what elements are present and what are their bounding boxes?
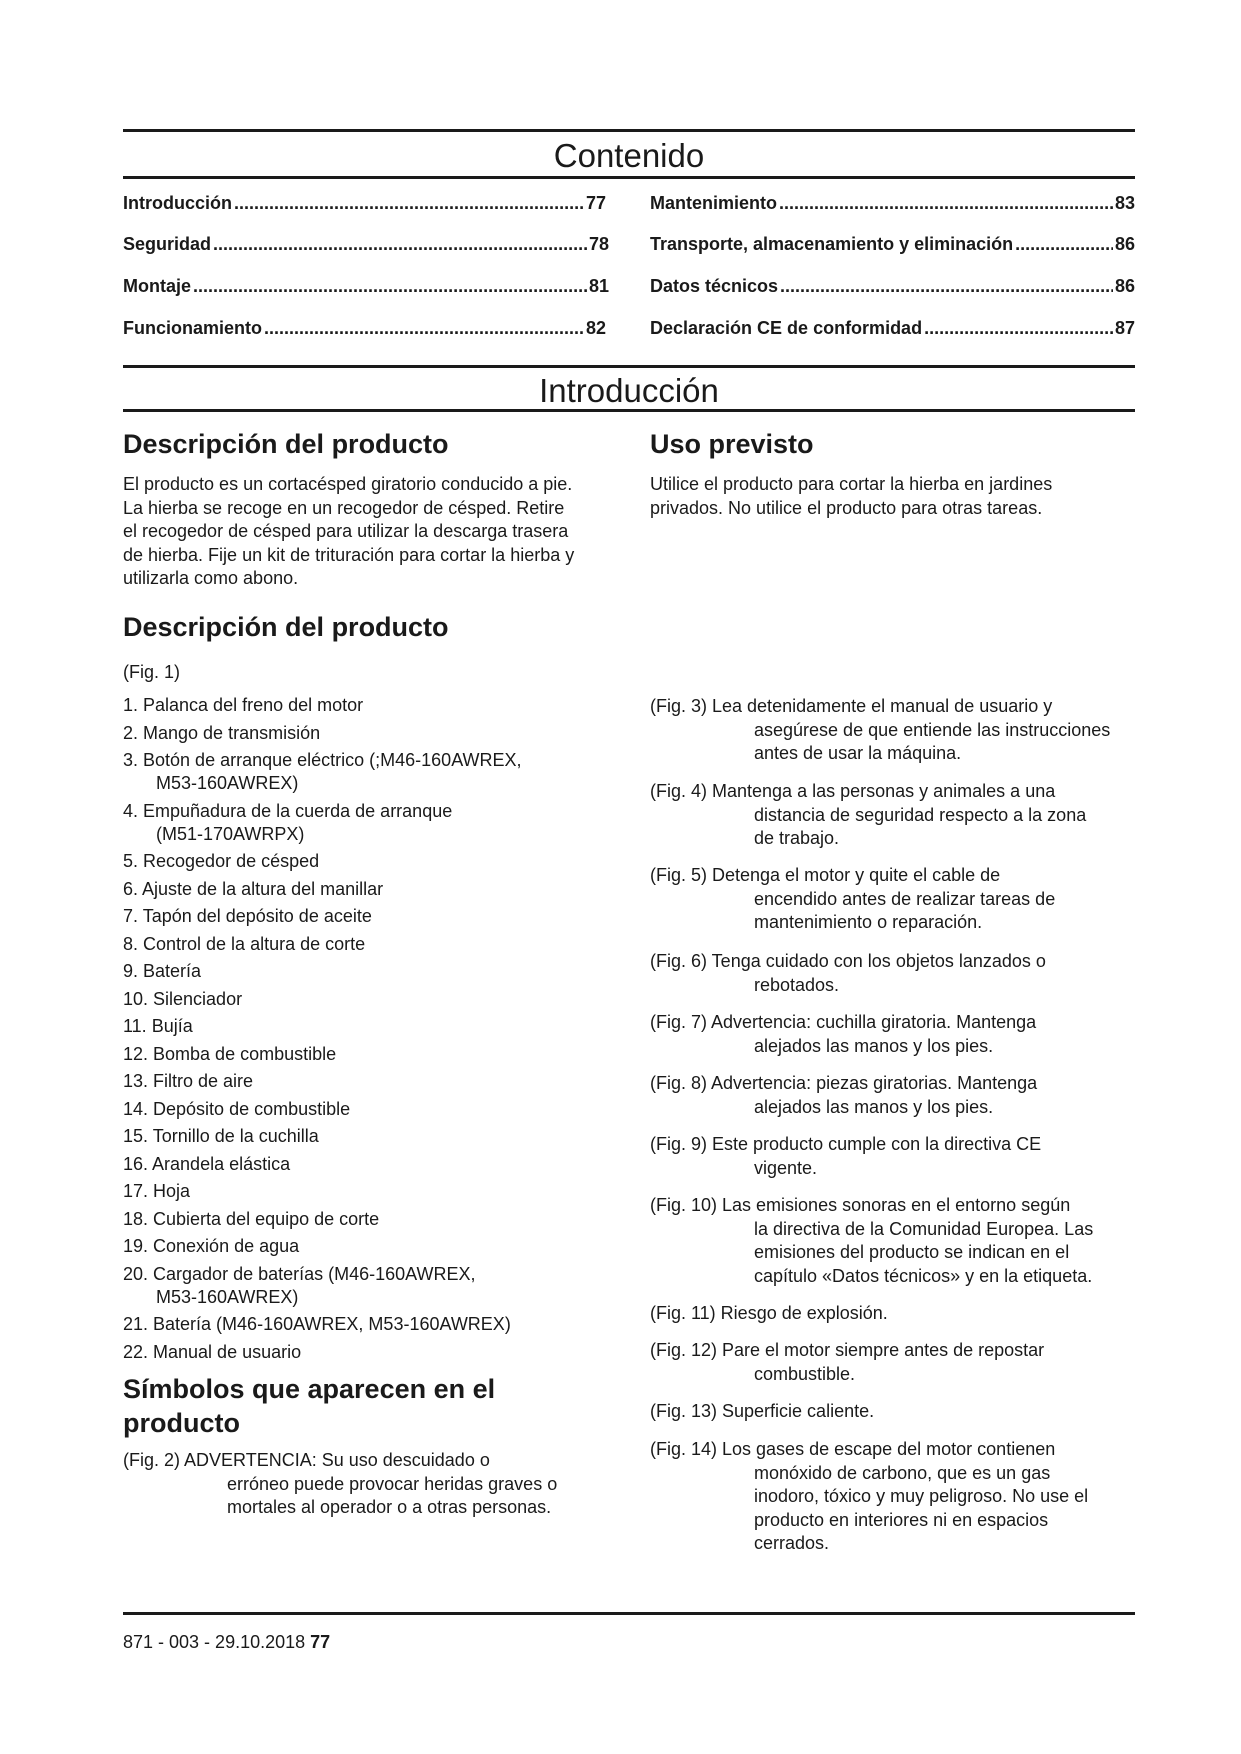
toc-title-rule	[123, 176, 1135, 179]
intro-title-rule	[123, 409, 1135, 412]
fig-item: (Fig. 3) Lea detenidamente el manual de usuario y asegúrese de que entiende las instrucciones antes de usar la máquina.	[650, 696, 1111, 763]
toc-entry[interactable]	[650, 318, 1135, 339]
fig1-label: (Fig. 1)	[123, 662, 181, 682]
toc-entry[interactable]	[123, 193, 606, 214]
list-item: 4. Empuñadura de la cuerda de arranque (M51-170AWRPX)	[123, 800, 453, 844]
list-item: 8. Control de la altura de corte	[123, 933, 366, 954]
list-item: 10. Silenciador	[123, 988, 243, 1009]
list-item: 7. Tapón del depósito de aceite	[123, 906, 372, 926]
list-item: 2. Mango de transmisión	[123, 722, 321, 743]
list-item: 14. Depósito de combustible	[123, 1098, 351, 1119]
fig-item: (Fig. 4) Mantenga a las personas y animales a una distancia de seguridad respecto a la zona de trabajo.	[650, 781, 1087, 848]
use-paragraph	[650, 473, 1135, 520]
fig-item: (Fig. 12) Pare el motor siempre antes de repostar combustible.	[650, 1340, 1045, 1384]
list-item: 5. Recogedor de césped	[123, 851, 320, 871]
toc-entry-page: 86	[1114, 234, 1135, 254]
toc-title: Contenido	[553, 137, 705, 174]
parts-list	[123, 694, 623, 1368]
desc-line: el recogedor de césped para utilizar la descarga trasera	[123, 521, 569, 541]
use-line: privados. No utilice el producto para otras tareas.	[650, 497, 1043, 518]
toc-entry-page: 78	[588, 234, 609, 254]
toc-entry-label: Montaje	[123, 276, 192, 296]
toc-entry-label: Mantenimiento	[650, 193, 778, 213]
footer-code: 871 - 003 - 29.10.2018	[123, 1632, 306, 1652]
toc-entry-page: 77	[585, 193, 606, 213]
list-item: 11. Bujía	[123, 1016, 193, 1036]
toc-entry-page: 82	[585, 318, 606, 338]
toc-entry-page: 87	[1114, 318, 1135, 338]
list-item: 6. Ajuste de la altura del manillar	[123, 878, 384, 899]
fig-item: (Fig. 5) Detenga el motor y quite el cable de encendido antes de realizar tareas de mantenimiento o reparación.	[650, 865, 1056, 932]
intro-top-rule	[123, 365, 1135, 368]
toc-entry-label: Datos técnicos	[650, 276, 779, 296]
list-item: 19. Conexión de agua	[123, 1236, 300, 1256]
intro-title: Introducción	[539, 372, 719, 409]
fig-item: (Fig. 6) Tenga cuidado con los objetos lanzados o rebotados.	[650, 951, 1046, 995]
list-item: 21. Batería (M46-160AWREX, M53-160AWREX)	[123, 1314, 511, 1334]
symbols-heading: Símbolos que aparecen en el producto	[123, 1374, 496, 1438]
toc-entry-page: 83	[1114, 193, 1135, 213]
top-rule	[123, 129, 1135, 132]
desc-line: La hierba se recoge en un recogedor de césped. Retire	[123, 497, 565, 518]
list-item: 16. Arandela elástica	[123, 1153, 291, 1174]
list-item: 12. Bomba de combustible	[123, 1043, 337, 1064]
desc-line: El producto es un cortacésped giratorio conducido a pie.	[123, 474, 573, 494]
page-footer	[123, 1632, 330, 1653]
list-item: 3. Botón de arranque eléctrico (;M46-160AWREX, M53-160AWREX)	[123, 750, 522, 793]
page-number: 77	[310, 1632, 331, 1652]
toc-entry-label: Transporte, almacenamiento y eliminación	[650, 234, 1014, 254]
desc-line: de hierba. Fije un kit de trituración para cortar la hierba y	[123, 544, 575, 565]
fig-item: (Fig. 14) Los gases de escape del motor contienen monóxido de carbono, que es un gas inodoro, tóxico y muy peligroso. No use el producto en interiores ni en espacios cerrados.	[650, 1439, 1089, 1553]
use-heading: Uso previsto	[650, 429, 814, 459]
fig-item: (Fig. 8) Advertencia: piezas giratorias. Mantenga alejados las manos y los pies.	[650, 1073, 1038, 1117]
toc-entry-label: Introducción	[123, 193, 232, 213]
use-line: Utilice el producto para cortar la hierba en jardines	[650, 474, 1053, 494]
toc-entry[interactable]	[650, 276, 1135, 297]
list-item: 13. Filtro de aire	[123, 1071, 254, 1091]
desc-line: utilizarla como abono.	[123, 568, 299, 588]
list-item: 18. Cubierta del equipo de corte	[123, 1208, 380, 1229]
fig2-item: (Fig. 2) ADVERTENCIA: Su uso descuidado o erróneo puede provocar heridas graves o mortales al operador o a otras personas.	[123, 1450, 558, 1517]
fig-item: (Fig. 7) Advertencia: cuchilla giratoria. Mantenga alejados las manos y los pies.	[650, 1012, 1037, 1056]
list-item: 17. Hoja	[123, 1181, 191, 1201]
desc-paragraph	[123, 473, 643, 591]
list-item: 22. Manual de usuario	[123, 1341, 302, 1362]
desc-heading: Descripción del producto	[123, 429, 449, 459]
toc-entry[interactable]	[650, 193, 1135, 214]
list-item: 20. Cargador de baterías (M46-160AWREX, M53-160AWREX)	[123, 1263, 476, 1307]
toc-entry[interactable]	[123, 276, 609, 297]
list-item: 9. Batería	[123, 961, 202, 981]
footer-rule	[123, 1612, 1135, 1615]
desc2-heading: Descripción del producto	[123, 612, 449, 642]
toc-entry[interactable]	[123, 234, 609, 255]
toc-entry-label: Funcionamiento	[123, 318, 262, 338]
list-item: 1. Palanca del freno del motor	[123, 695, 364, 715]
toc-entry-page: 81	[588, 276, 609, 296]
fig-item: (Fig. 13) Superficie caliente.	[650, 1401, 875, 1421]
list-item: 15. Tornillo de la cuchilla	[123, 1126, 319, 1146]
fig-item: (Fig. 9) Este producto cumple con la directiva CE vigente.	[650, 1134, 1042, 1178]
toc-entry[interactable]	[650, 234, 1135, 255]
toc-entry-page: 86	[1114, 276, 1135, 296]
fig-item: (Fig. 10) Las emisiones sonoras en el entorno según la directiva de la Comunidad Europea. Las emisiones del producto se indican en el capítulo «Datos técnicos» y en la etiqueta.	[650, 1195, 1094, 1286]
toc-entry-label: Seguridad	[123, 234, 212, 254]
toc-entry-label: Declaración CE de conformidad	[650, 318, 923, 338]
fig-item: (Fig. 11) Riesgo de explosión.	[650, 1303, 888, 1323]
toc-entry[interactable]	[123, 318, 606, 339]
